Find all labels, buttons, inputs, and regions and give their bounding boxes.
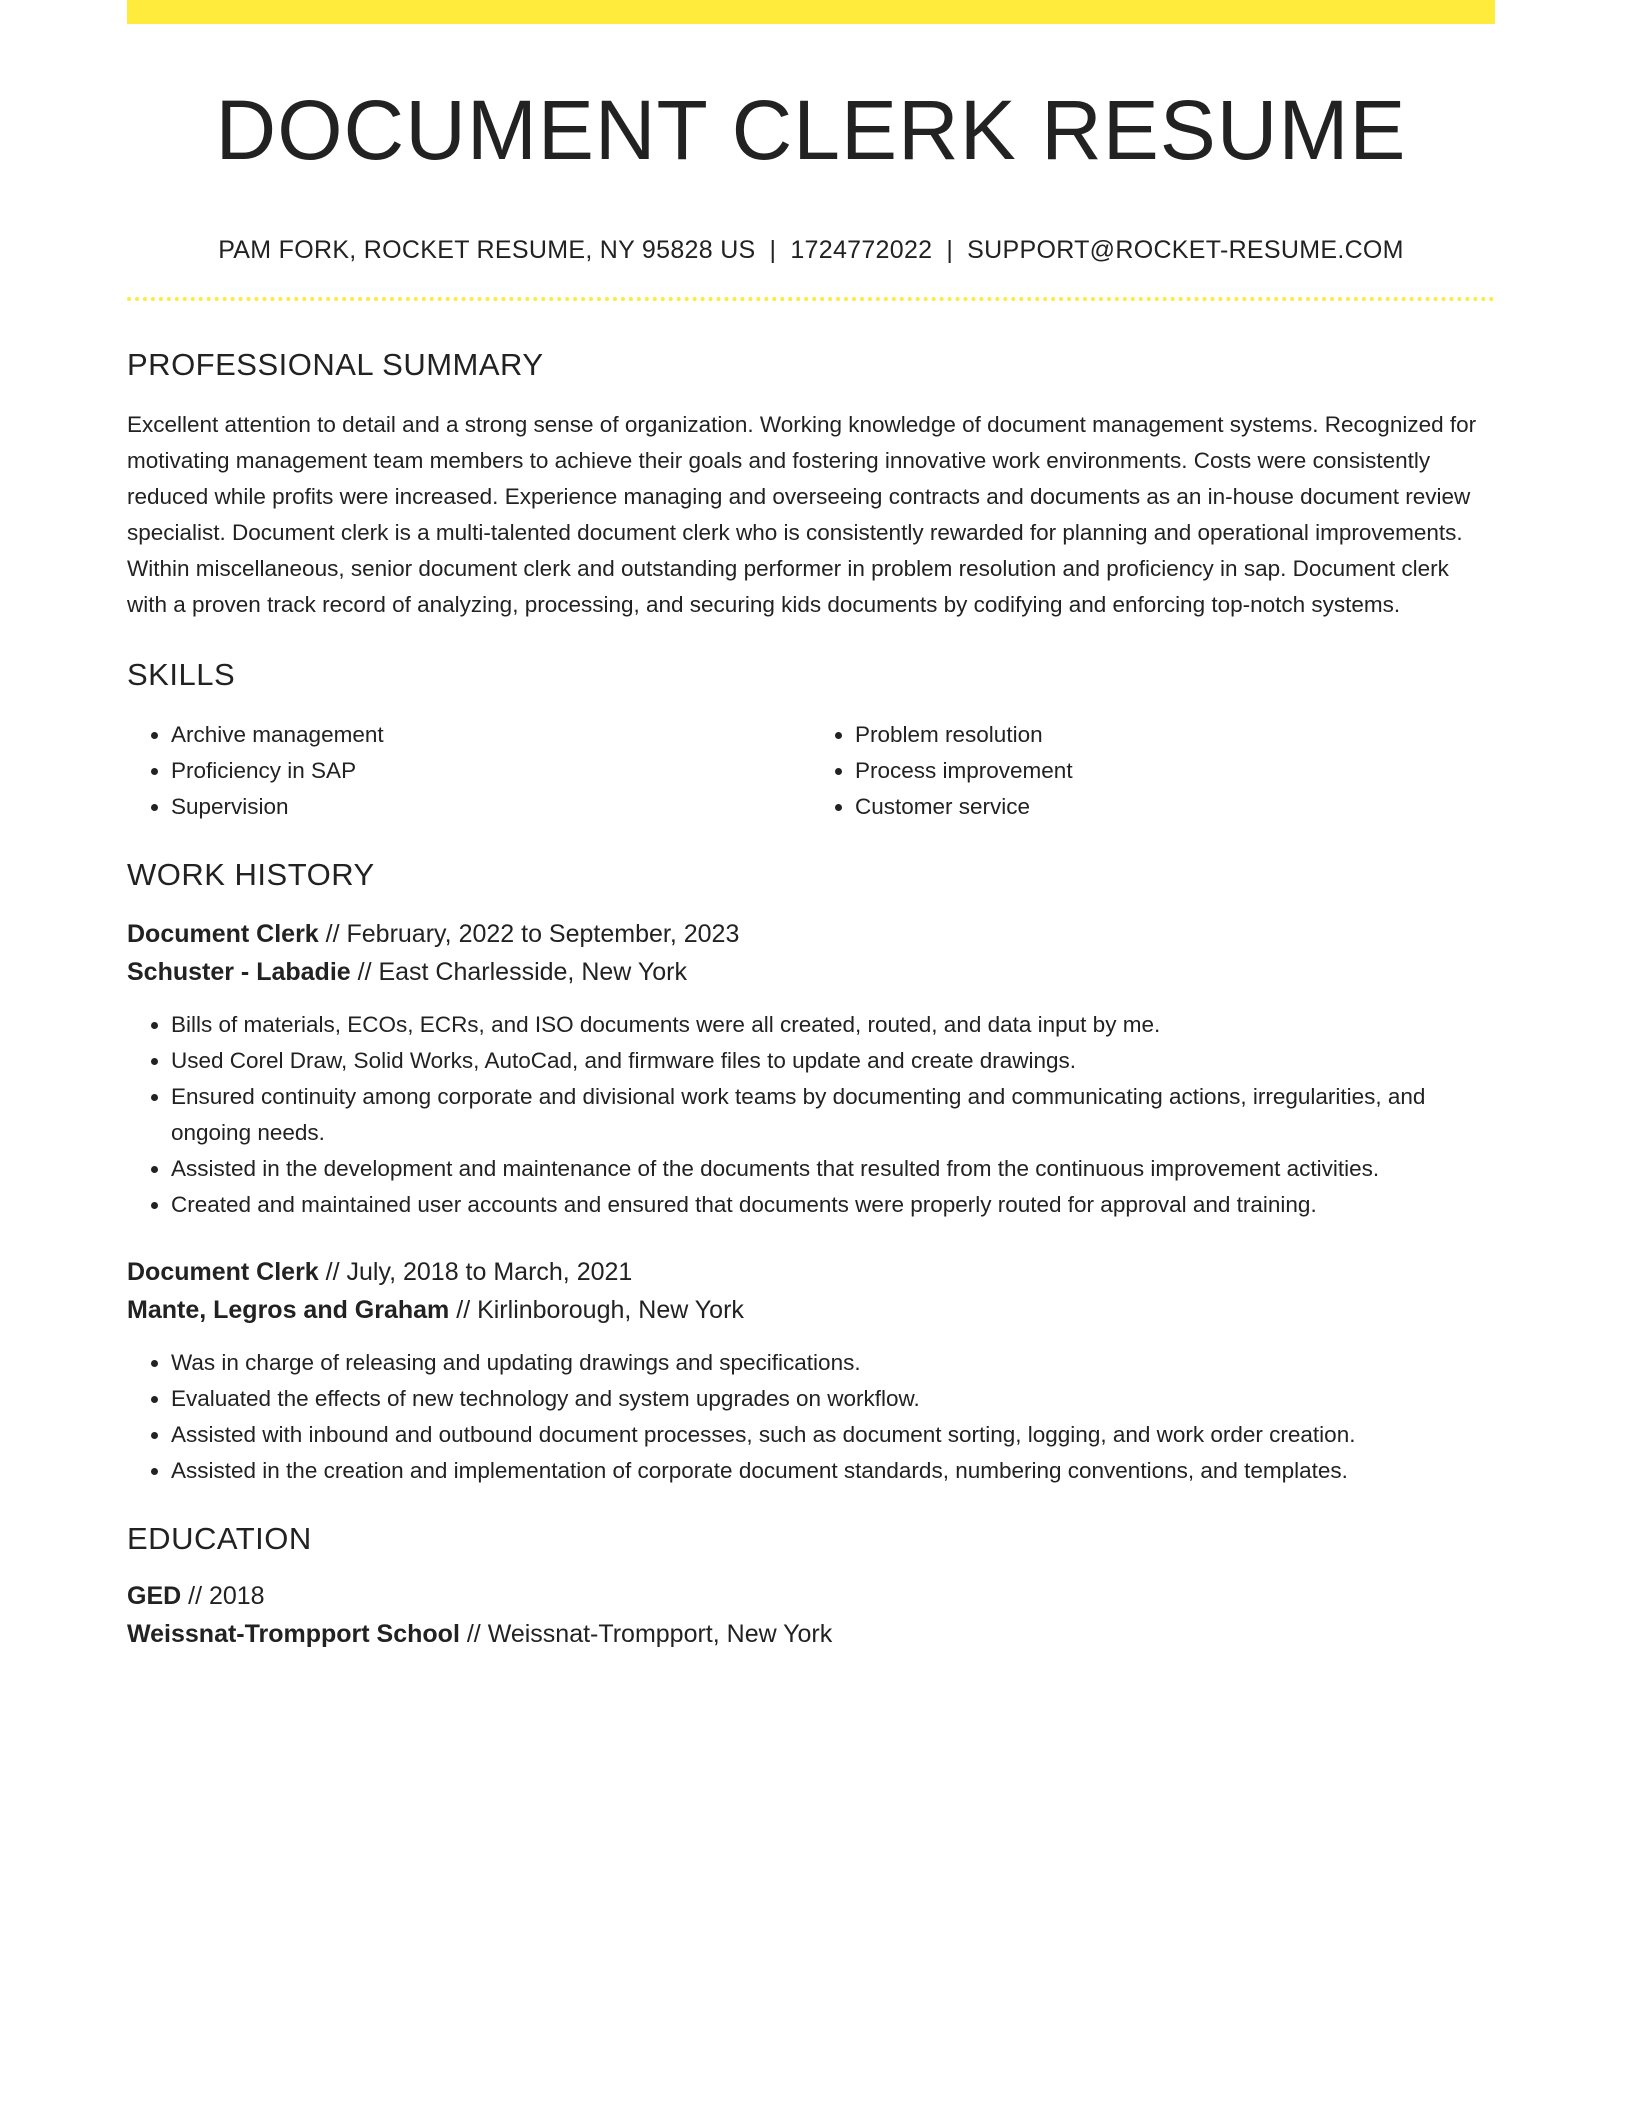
top-accent-bar	[127, 0, 1495, 24]
job-entry	[127, 1253, 1495, 1489]
dotted-divider	[127, 297, 1495, 301]
contact-phone: 1724772022	[790, 236, 933, 265]
job-company: Mante, Legros and Graham	[127, 1296, 450, 1325]
job-company-line	[127, 1291, 1495, 1329]
skill-item: • Supervision	[171, 789, 811, 825]
contact-address: PAM FORK, ROCKET RESUME, NY 95828 US	[218, 236, 756, 265]
education-school: Weissnat-Trompport School	[127, 1620, 460, 1649]
job-bullet: • Bills of materials, ECOs, ECRs, and ISO documents were all created, routed, and data input by me.	[171, 1007, 1495, 1043]
job-bullets	[127, 1007, 1495, 1223]
education-degree-line	[127, 1577, 1495, 1615]
job-location: // East Charlesside, New York	[350, 958, 687, 987]
summary-text: Excellent attention to detail and a strong sense of organization. Working knowledge of document management systems. Recognized for motivating management team members to achieve their goals and fostering innovative work environments. Costs were consistently reduced while profits were increased. Experience managing and overseeing contracts and documents as an in-house document review specialist. Document clerk is a multi-talented document clerk who is consistently rewarded for planning and operational improvements. Within miscellaneous, senior document clerk and outstanding performer in problem resolution and proficiency in sap. Document clerk with a proven track record of analyzing, processing, and securing kids documents by codifying and enforcing top-notch systems.	[127, 412, 1477, 618]
professional-summary-section	[127, 347, 1495, 623]
job-bullet: • Created and maintained user accounts and ensured that documents were properly routed for approval and training.	[171, 1187, 1495, 1223]
job-bullets	[127, 1345, 1495, 1489]
skills-columns	[127, 717, 1495, 825]
job-bullet: • Assisted with inbound and outbound document processes, such as document sorting, logging, and work order creation.	[171, 1417, 1495, 1453]
education-location: // Weissnat-Trompport, New York	[459, 1620, 833, 1649]
contact-email: SUPPORT@ROCKET-RESUME.COM	[967, 236, 1404, 265]
job-company: Schuster - Labadie	[127, 958, 351, 987]
job-title: Document Clerk	[127, 920, 319, 949]
job-dates: // July, 2018 to March, 2021	[318, 1258, 633, 1287]
job-entry	[127, 915, 1495, 1223]
skill-item: • Process improvement	[855, 753, 1495, 789]
work-history-section	[127, 857, 1495, 1489]
job-title-line	[127, 915, 1495, 953]
section-heading: SKILLS	[127, 657, 236, 693]
job-bullet: • Ensured continuity among corporate and divisional work teams by documenting and communicating actions, irregularities, and ongoing needs.	[171, 1079, 1495, 1151]
contact-separator: |	[769, 236, 777, 265]
section-heading: WORK HISTORY	[127, 857, 375, 893]
skills-left-list	[127, 717, 811, 825]
job-bullet: • Evaluated the effects of new technology and system upgrades on workflow.	[171, 1381, 1495, 1417]
contact-line	[127, 236, 1495, 265]
job-company-line	[127, 953, 1495, 991]
skills-right-list	[811, 717, 1495, 825]
skill-item: • Archive management	[171, 717, 811, 753]
job-bullet: • Assisted in the development and maintenance of the documents that resulted from the continuous improvement activities.	[171, 1151, 1495, 1187]
job-bullet: • Assisted in the creation and implementation of corporate document standards, numbering conventions, and templates.	[171, 1453, 1495, 1489]
skill-item: • Problem resolution	[855, 717, 1495, 753]
education-degree: GED	[127, 1582, 182, 1611]
job-dates: // February, 2022 to September, 2023	[318, 920, 740, 949]
section-heading: PROFESSIONAL SUMMARY	[127, 347, 544, 383]
education-year: // 2018	[181, 1582, 265, 1611]
job-bullet: • Was in charge of releasing and updating drawings and specifications.	[171, 1345, 1495, 1381]
job-bullet: • Used Corel Draw, Solid Works, AutoCad, and firmware files to update and create drawings.	[171, 1043, 1495, 1079]
education-section	[127, 1521, 1495, 1653]
job-title-line	[127, 1253, 1495, 1291]
education-school-line	[127, 1615, 1495, 1653]
contact-separator: |	[946, 236, 954, 265]
resume-title: DOCUMENT CLERK RESUME	[215, 83, 1407, 177]
skill-item: • Proficiency in SAP	[171, 753, 811, 789]
skill-item: • Customer service	[855, 789, 1495, 825]
job-location: // Kirlinborough, New York	[449, 1296, 744, 1325]
education-entry	[127, 1577, 1495, 1653]
skills-section	[127, 657, 1495, 825]
resume-page	[127, 0, 1495, 1653]
section-heading: EDUCATION	[127, 1521, 312, 1557]
job-title: Document Clerk	[127, 1258, 319, 1287]
